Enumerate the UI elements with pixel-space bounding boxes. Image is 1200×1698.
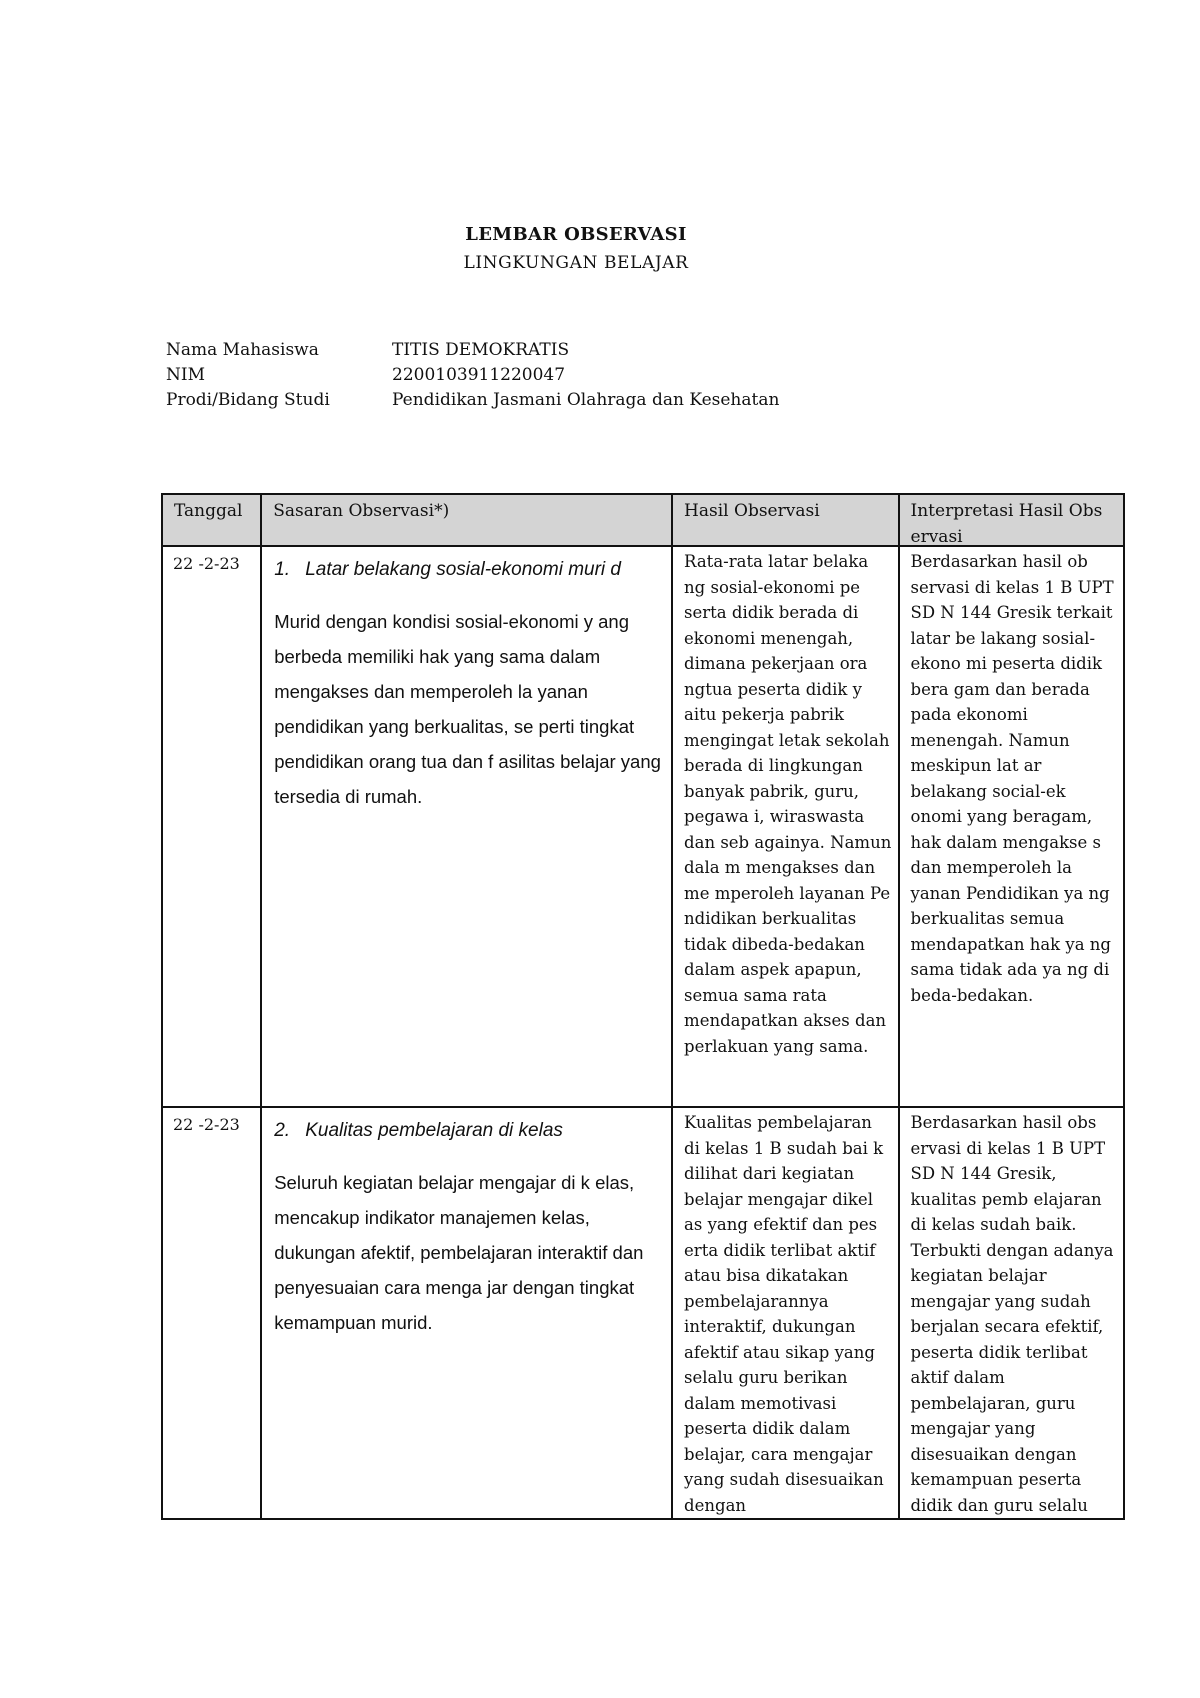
table-header-row — [162, 494, 1124, 546]
target-title — [274, 1118, 663, 1143]
target-number: 2. — [274, 1120, 291, 1141]
result-text: Kualitas pembelajaran di kelas 1 B sudah bai k dilihat dari kegiatan belajar mengajar dikel as yang efektif dan pes erta didik terlibat aktif atau bisa dikatakan pembelajarannya interaktif, dukungan afektif atau sikap yang selalu guru berikan dalam memotivasi peserta didik dalam belajar, cara mengajar yang sudah disesuaikan dengan — [684, 1113, 884, 1515]
interpretation-text: Berdasarkan hasil obs ervasi di kelas 1 B UPT SD N 144 Gresik, kualitas pemb elajaran di kelas sudah baik. Terbukti dengan adanya kegiatan belajar mengajar yang sudah berjalan secara efektif, peserta didik terlibat aktif dalam pembelajaran, guru mengajar yang disesuaikan dengan kemampuan peserta didik dan guru selalu — [910, 1113, 1114, 1515]
target-number: 1. — [274, 559, 291, 580]
header-cell-date: Tanggal — [162, 494, 261, 546]
info-value: TITIS DEMOKRATIS — [392, 340, 570, 360]
info-row-name — [166, 338, 779, 363]
student-info — [166, 338, 779, 413]
info-row-nim — [166, 363, 779, 388]
date-cell: 22 -2-23 — [162, 1107, 261, 1519]
document-subtitle: LINGKUNGAN BELAJAR — [463, 253, 689, 273]
result-cell — [672, 546, 898, 1107]
interpretation-cell — [899, 546, 1124, 1107]
target-description: Seluruh kegiatan belajar mengajar di k elas, mencakup indikator manajemen kelas, dukungan afektif, pembelajaran interaktif dan penyesuaian cara menga jar dengan tingkat kemampuan murid. — [274, 1172, 644, 1333]
target-cell — [261, 1107, 672, 1519]
info-label: NIM — [166, 365, 205, 385]
result-cell — [672, 1107, 898, 1519]
document-title: LEMBAR OBSERVASI — [465, 224, 687, 245]
info-label: Prodi/Bidang Studi — [166, 390, 330, 410]
info-row-program — [166, 388, 779, 413]
info-value: Pendidikan Jasmani Olahraga dan Kesehatan — [392, 390, 780, 410]
interpretation-cell — [899, 1107, 1124, 1519]
result-text: Rata-rata latar belaka ng sosial-ekonomi pe serta didik berada di ekonomi menengah, dimana pekerjaan ora ngtua peserta didik y aitu pekerja pabrik mengingat letak sekolah berada di lingkungan banyak pabrik, guru, pegawa i, wiraswasta dan seb againya. Namun dala m mengakses dan me mperoleh layanan Pe ndidikan berkualitas tidak dibeda-bedakan dalam aspek apapun, semua sama rata mendapatkan akses dan perlakuan yang sama. — [684, 552, 892, 1056]
info-value: 2200103911220047 — [392, 365, 566, 385]
interpretation-text: Berdasarkan hasil ob servasi di kelas 1 B UPT SD N 144 Gresik terkait latar be lakang sosial-ekono mi peserta didik bera gam dan berada pada ekonomi menengah. Namun meskipun lat ar belakang social-ek onomi yang beragam, hak dalam mengakse s dan memperoleh la yanan Pendidikan ya ng berkualitas semua mendapatkan hak ya ng sama tidak ada ya ng di beda-bedakan. — [910, 552, 1114, 1005]
header-cell-result: Hasil Observasi — [672, 494, 898, 546]
table-row — [162, 546, 1124, 1107]
observation-table — [161, 493, 1125, 1520]
table-row — [162, 1107, 1124, 1519]
target-cell — [261, 546, 672, 1107]
header-cell-interpretation: Interpretasi Hasil Obs ervasi — [899, 494, 1124, 546]
header-cell-target: Sasaran Observasi*) — [261, 494, 672, 546]
date-cell: 22 -2-23 — [162, 546, 261, 1107]
target-description: Murid dengan kondisi sosial-ekonomi y ang berbeda memiliki hak yang sama dalam mengakses dan memperoleh la yanan pendidikan yang berkualitas, se perti tingkat pendidikan orang tua dan f asilitas belajar yang tersedia di rumah. — [274, 611, 661, 807]
info-label: Nama Mahasiswa — [166, 340, 319, 360]
target-title-text: Kualitas pembelajaran di kelas — [305, 1120, 563, 1141]
target-title — [274, 557, 663, 582]
target-title-text: Latar belakang sosial-ekonomi muri d — [305, 559, 621, 580]
